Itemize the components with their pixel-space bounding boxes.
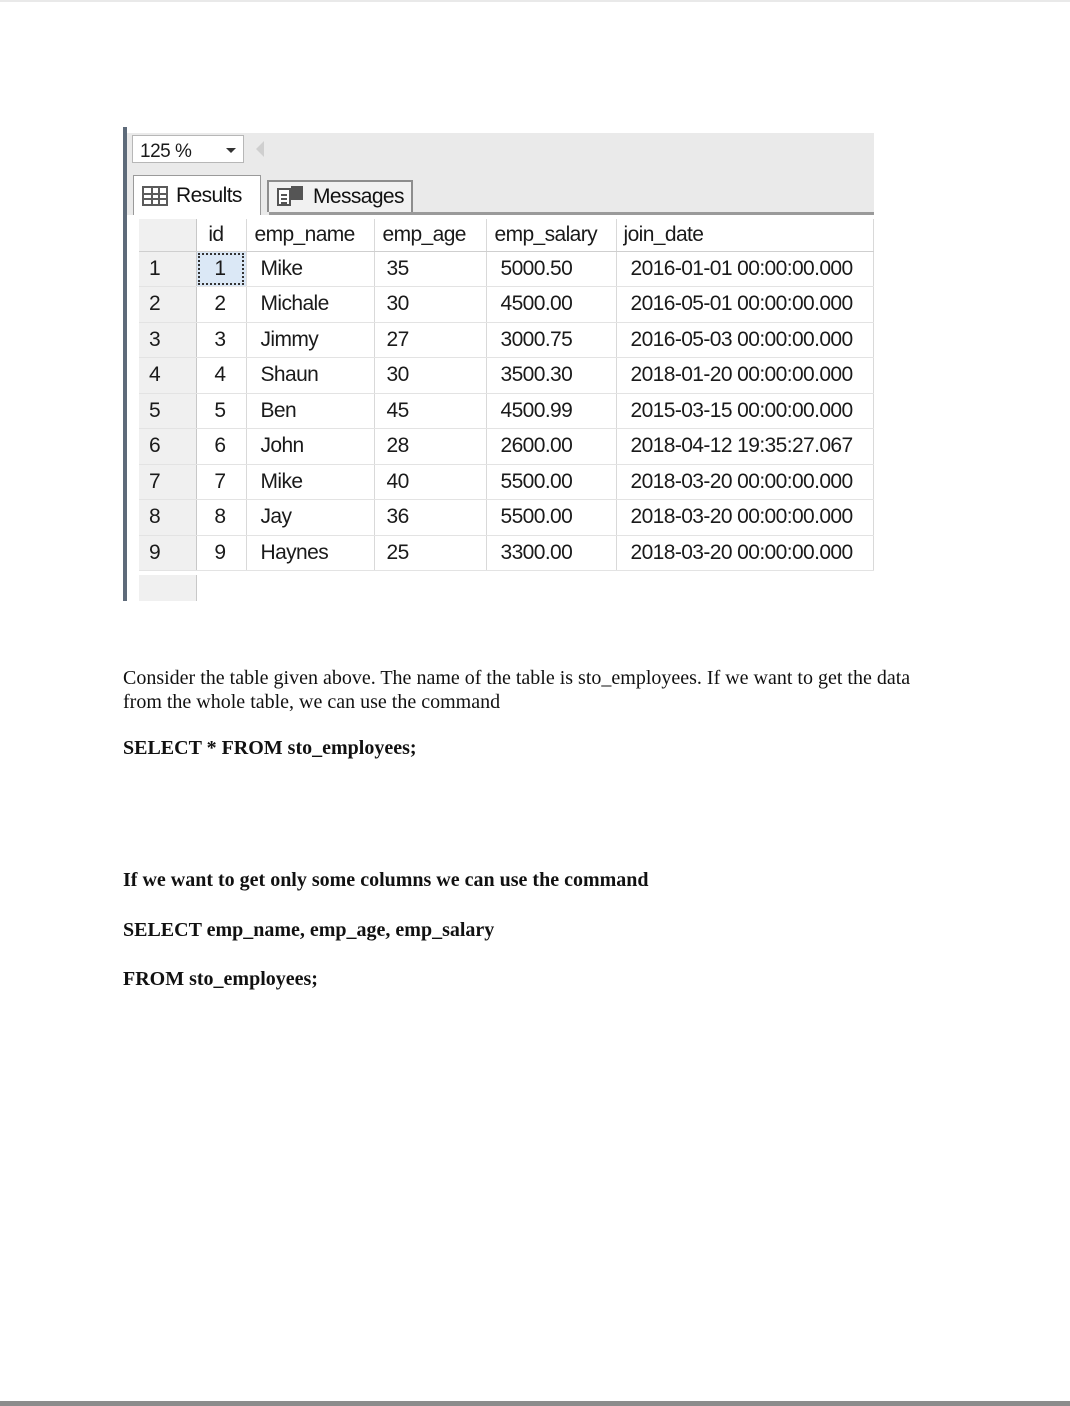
cell-emp-age[interactable]: 27 [374,322,486,358]
table-row [139,322,873,358]
cell-emp-age[interactable]: 45 [374,393,486,429]
column-header-emp-name[interactable]: emp_name [246,219,374,251]
cell-join-date[interactable]: 2018-03-20 00:00:00.000 [616,500,873,536]
cell-join-date[interactable]: 2018-04-12 19:35:27.067 [616,429,873,465]
cell-join-date[interactable]: 2018-03-20 00:00:00.000 [616,535,873,571]
cell-emp-salary[interactable]: 2600.00 [486,429,616,465]
cell-emp-salary[interactable]: 5500.00 [486,464,616,500]
cell-emp-salary[interactable]: 3000.75 [486,322,616,358]
row-header-filler [139,575,197,601]
cell-id[interactable]: 3 [196,322,246,358]
cell-id-selected[interactable]: 1 [196,251,246,287]
table-row [139,535,873,571]
cell-emp-salary[interactable]: 5000.50 [486,251,616,287]
cell-emp-name[interactable]: Michale [246,287,374,323]
cell-emp-name[interactable]: Haynes [246,535,374,571]
cell-emp-name[interactable]: John [246,429,374,465]
row-number[interactable]: 1 [139,251,196,287]
command-select-columns-line1: SELECT emp_name, emp_age, emp_salary [123,919,495,941]
cell-emp-salary[interactable]: 3300.00 [486,535,616,571]
tabs-divider [269,212,874,215]
zoom-value: 125 % [140,141,192,162]
paragraph-intro: Consider the table given above. The name of the table is sto_employees. If we want to get the data from the whole table, we can use the command [123,667,911,713]
chevron-down-icon[interactable] [226,148,236,153]
command-select-all: SELECT * FROM sto_employees; [123,737,417,759]
cell-emp-salary[interactable]: 3500.30 [486,358,616,394]
table-row [139,464,873,500]
zoom-dropdown[interactable] [132,135,244,163]
cell-emp-age[interactable]: 30 [374,287,486,323]
cell-emp-age[interactable]: 35 [374,251,486,287]
table-row [139,287,873,323]
table-row [139,393,873,429]
table-row [139,251,873,287]
results-grid [139,219,874,571]
cell-emp-name[interactable]: Jimmy [246,322,374,358]
table-row [139,358,873,394]
grid-icon [142,186,168,206]
cell-join-date[interactable]: 2018-01-20 00:00:00.000 [616,358,873,394]
cell-join-date[interactable]: 2018-03-20 00:00:00.000 [616,464,873,500]
row-number[interactable]: 8 [139,500,196,536]
cell-emp-age[interactable]: 25 [374,535,486,571]
row-number[interactable]: 6 [139,429,196,465]
column-header-id[interactable]: id [196,219,246,251]
tab-messages[interactable] [267,180,413,212]
cell-id[interactable]: 4 [196,358,246,394]
grid-header-row [139,219,873,251]
cell-emp-age[interactable]: 28 [374,429,486,465]
ssms-results-screenshot [123,127,874,601]
cell-id[interactable]: 9 [196,535,246,571]
cell-emp-salary[interactable]: 4500.99 [486,393,616,429]
row-number[interactable]: 4 [139,358,196,394]
zoom-toolbar [127,133,874,165]
cell-id[interactable]: 7 [196,464,246,500]
cell-emp-age[interactable]: 40 [374,464,486,500]
tab-messages-label: Messages [313,185,404,208]
cell-emp-age[interactable]: 36 [374,500,486,536]
column-header-join-date[interactable]: join_date [616,219,873,251]
cell-emp-age[interactable]: 30 [374,358,486,394]
table-row [139,429,873,465]
row-number[interactable]: 7 [139,464,196,500]
results-tabs-bar [127,165,874,215]
cell-join-date[interactable]: 2016-01-01 00:00:00.000 [616,251,873,287]
row-number[interactable]: 5 [139,393,196,429]
cell-join-date[interactable]: 2016-05-01 00:00:00.000 [616,287,873,323]
cell-id[interactable]: 8 [196,500,246,536]
tab-results-label: Results [176,183,242,207]
cell-id[interactable]: 5 [196,393,246,429]
table-row [139,500,873,536]
row-number[interactable]: 2 [139,287,196,323]
cell-emp-name[interactable]: Mike [246,251,374,287]
scroll-left-icon[interactable] [256,141,264,157]
cell-join-date[interactable]: 2016-05-03 00:00:00.000 [616,322,873,358]
cell-emp-salary[interactable]: 4500.00 [486,287,616,323]
column-header-emp-age[interactable]: emp_age [374,219,486,251]
paragraph-some-columns: If we want to get only some columns we can use the command [123,869,649,891]
messages-icon [277,186,305,208]
cell-id[interactable]: 6 [196,429,246,465]
cell-id[interactable]: 2 [196,287,246,323]
page-bottom-border [0,1401,1070,1406]
cell-emp-name[interactable]: Mike [246,464,374,500]
cell-join-date[interactable]: 2015-03-15 00:00:00.000 [616,393,873,429]
row-number[interactable]: 9 [139,535,196,571]
tab-results[interactable] [133,175,261,215]
cell-emp-salary[interactable]: 5500.00 [486,500,616,536]
page-top-border [0,0,1070,2]
cell-emp-name[interactable]: Jay [246,500,374,536]
row-header-corner[interactable] [139,219,196,251]
row-number[interactable]: 3 [139,322,196,358]
cell-emp-name[interactable]: Shaun [246,358,374,394]
column-header-emp-salary[interactable]: emp_salary [486,219,616,251]
cell-emp-name[interactable]: Ben [246,393,374,429]
command-select-columns-line2: FROM sto_employees; [123,968,318,990]
